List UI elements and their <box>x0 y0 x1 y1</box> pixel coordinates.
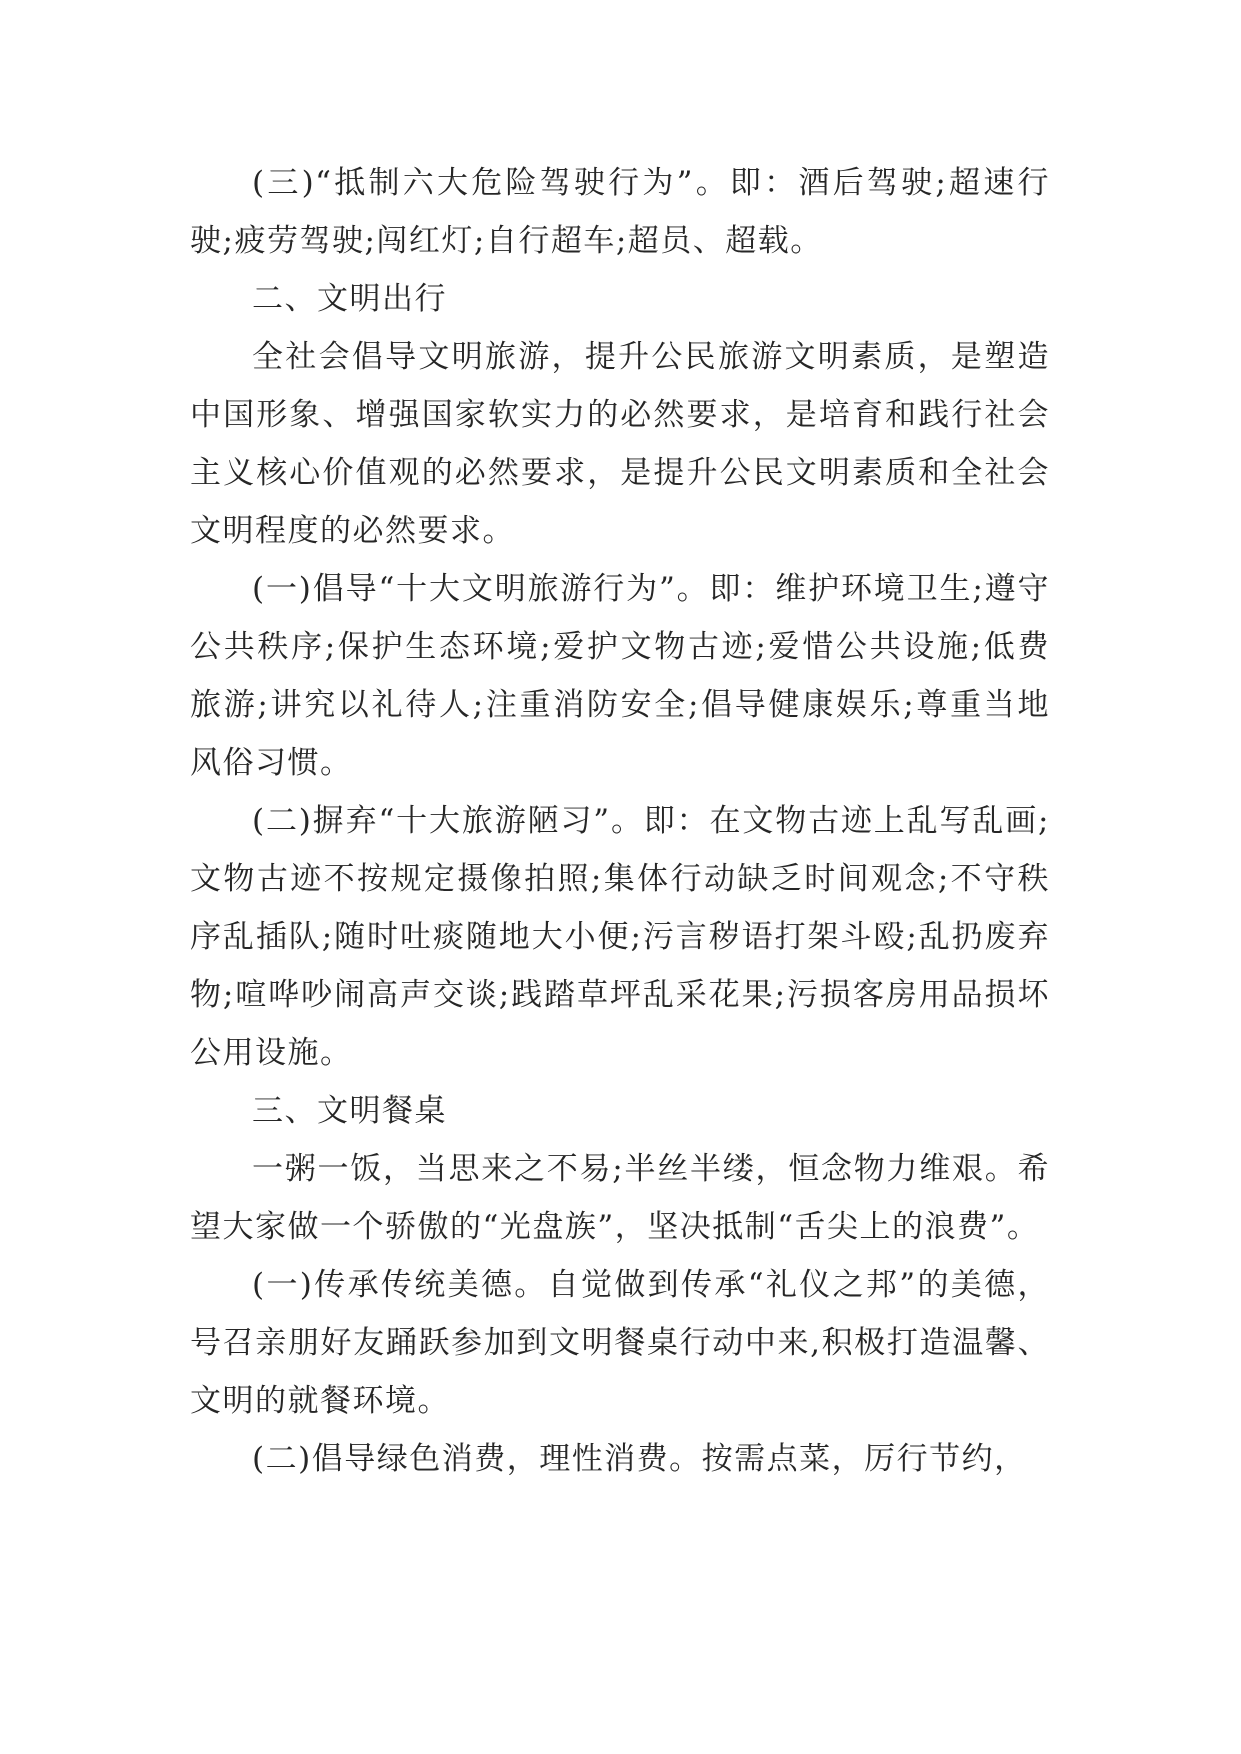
section-heading-civilized-travel: 二、文明出行 <box>252 281 447 317</box>
paragraph-ten-bad-habits: (二)摒弃“十大旅游陋习”。即：在文物古迹上乱写乱画;文物古迹不按规定摄像拍照;集体行动缺乏时间观念;不守秩序乱插队;随时吐痰随地大小便;污言秽语打架斗殴;乱扔废弃物;喧哗吵闹高声交谈;践踏草坪乱采花果;污损客房用品损坏公用设施。 <box>190 803 1050 1071</box>
paragraph-civilized-tourism-intro: 全社会倡导文明旅游，提升公民旅游文明素质，是塑造中国形象、增强国家软实力的必然要求，是培育和践行社会主义核心价值观的必然要求，是提升公民文明素质和全社会文明程度的必然要求。 <box>190 339 1050 549</box>
paragraph-green-consumption: (二)倡导绿色消费，理性消费。按需点菜，厉行节约， <box>252 1441 1027 1477</box>
paragraph-traditional-virtues: (一)传承传统美德。自觉做到传承“礼仪之邦”的美德，号召亲朋好友踊跃参加到文明餐桌行动中来,积极打造温馨、文明的就餐环境。 <box>190 1267 1050 1419</box>
document-body <box>190 154 1050 1488</box>
section-heading-civilized-dining: 三、文明餐桌 <box>252 1093 447 1129</box>
paragraph-clean-plate: 一粥一饭，当思来之不易;半丝半缕，恒念物力维艰。希望大家做一个骄傲的“光盘族”，坚决抵制“舌尖上的浪费”。 <box>190 1151 1050 1245</box>
paragraph-ten-civilized-behaviors: (一)倡导“十大文明旅游行为”。即：维护环境卫生;遵守公共秩序;保护生态环境;爱护文物古迹;爱惜公共设施;低费旅游;讲究以礼待人;注重消防安全;倡导健康娱乐;尊重当地风俗习惯。 <box>190 571 1050 781</box>
paragraph-dangerous-driving: (三)“抵制六大危险驾驶行为”。即：酒后驾驶;超速行驶;疲劳驾驶;闯红灯;自行超车;超员、超载。 <box>190 165 1050 259</box>
